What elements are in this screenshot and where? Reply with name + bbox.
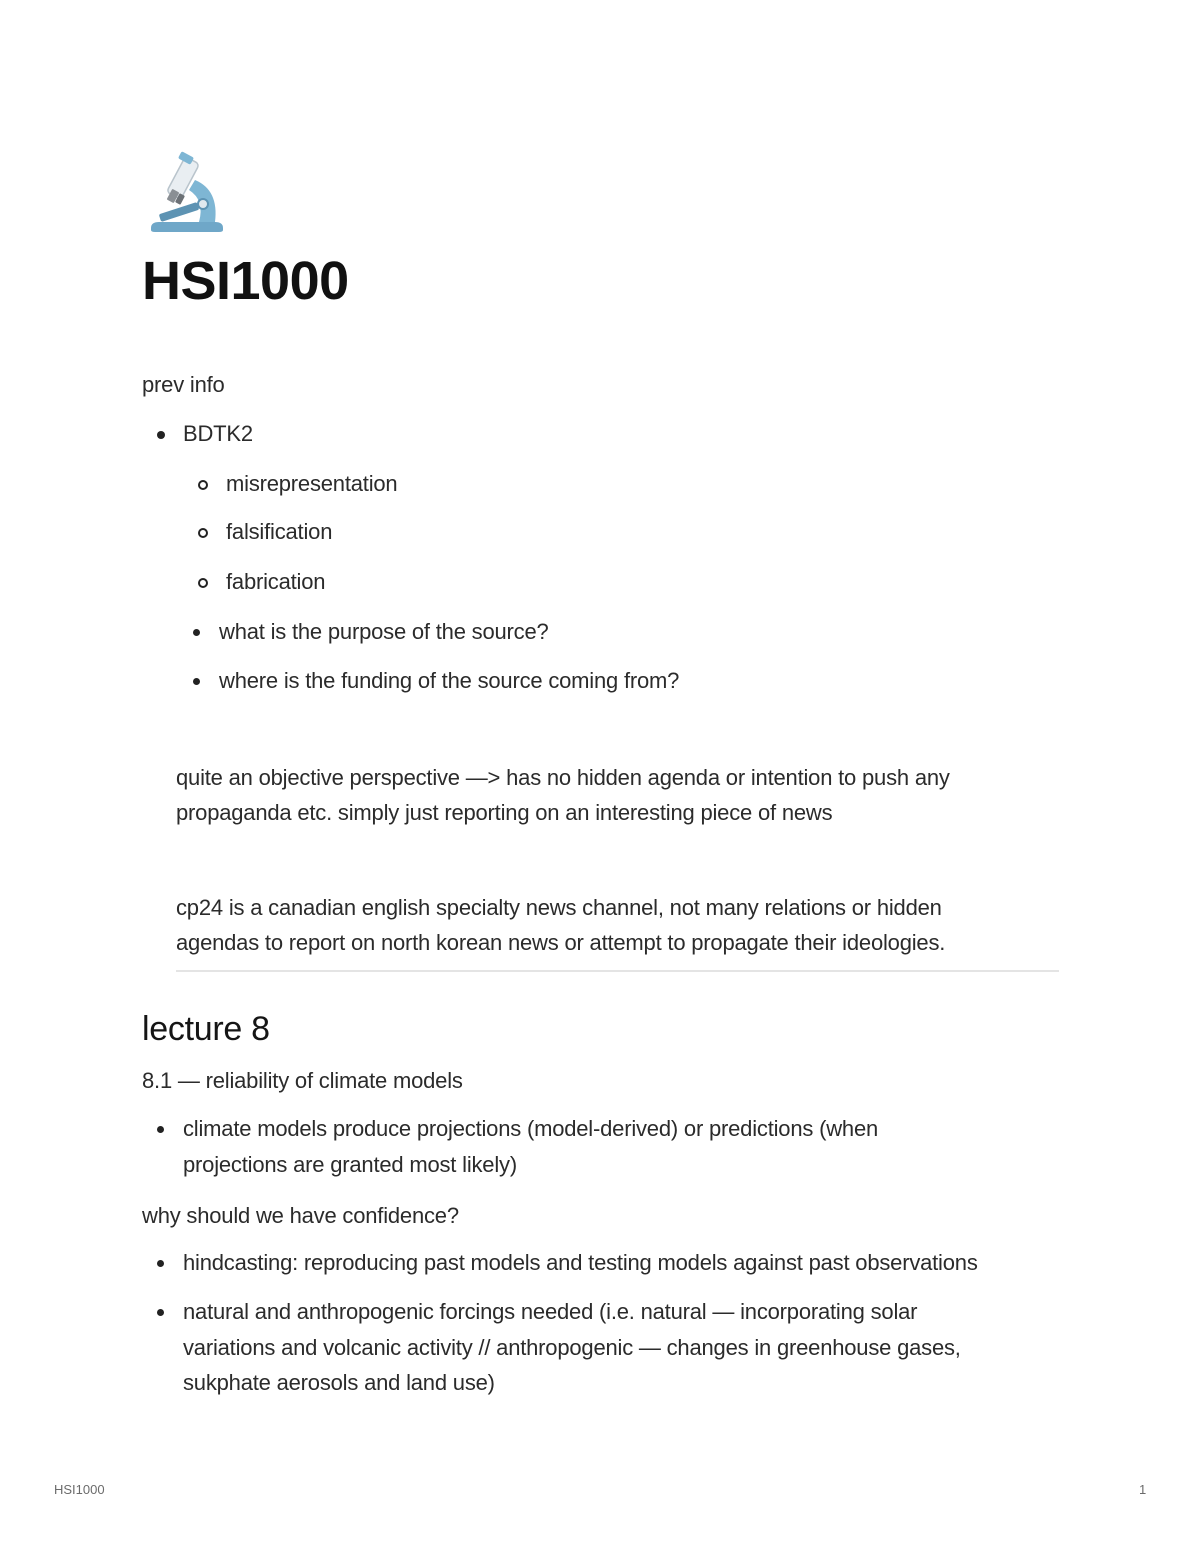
bullet-icon	[193, 678, 200, 685]
list-item-purpose: what is the purpose of the source?	[219, 619, 549, 644]
list-item-hindcasting: hindcasting: reproducing past models and testing models against past observations	[183, 1250, 978, 1275]
list-item-funding: where is the funding of the source coming from?	[219, 668, 680, 693]
bullet-icon	[157, 431, 165, 439]
footer-title: HSI1000	[54, 1482, 105, 1497]
circle-bullet-icon	[198, 578, 208, 588]
list-item-forcings: natural and anthropogenic forcings needed (i.e. natural — incorporating solar	[183, 1299, 918, 1324]
list-item-fabrication: fabrication	[226, 569, 326, 594]
paragraph-line: quite an objective perspective —> has no hidden agenda or intention to push any	[176, 765, 950, 790]
bullet-icon	[157, 1309, 164, 1316]
page-title: HSI1000	[142, 251, 349, 311]
page-number: 1	[1139, 1482, 1147, 1497]
list-item-falsification: falsification	[226, 519, 333, 544]
list-item-forcings-cont: sukphate aerosols and land use)	[183, 1370, 495, 1395]
circle-bullet-icon	[198, 528, 208, 538]
paragraph-line: agendas to report on north korean news or attempt to propagate their ideologies.	[176, 930, 946, 955]
bullet-icon	[157, 1260, 164, 1267]
bullet-icon	[193, 629, 200, 636]
prev-info-label: prev info	[142, 372, 225, 397]
section-heading: lecture 8	[142, 1010, 270, 1048]
microscope-icon	[145, 150, 227, 236]
paragraph-line: propaganda etc. simply just reporting on an interesting piece of news	[176, 800, 833, 825]
paragraph-line: cp24 is a canadian english specialty news channel, not many relations or hidden	[176, 895, 942, 920]
list-item-climate-models: climate models produce projections (model-derived) or predictions (when	[183, 1116, 879, 1141]
list-item-misrepresentation: misrepresentation	[226, 471, 398, 496]
divider	[176, 970, 1059, 972]
subsection-label: 8.1 — reliability of climate models	[142, 1068, 463, 1093]
list-item-bdtk2: BDTK2	[183, 421, 253, 446]
list-item-climate-models-cont: projections are granted most likely)	[183, 1152, 517, 1177]
circle-bullet-icon	[198, 480, 208, 490]
bullet-icon	[157, 1126, 164, 1133]
question-label: why should we have confidence?	[142, 1203, 459, 1228]
list-item-forcings-cont: variations and volcanic activity // anthropogenic — changes in greenhouse gases,	[183, 1335, 961, 1360]
